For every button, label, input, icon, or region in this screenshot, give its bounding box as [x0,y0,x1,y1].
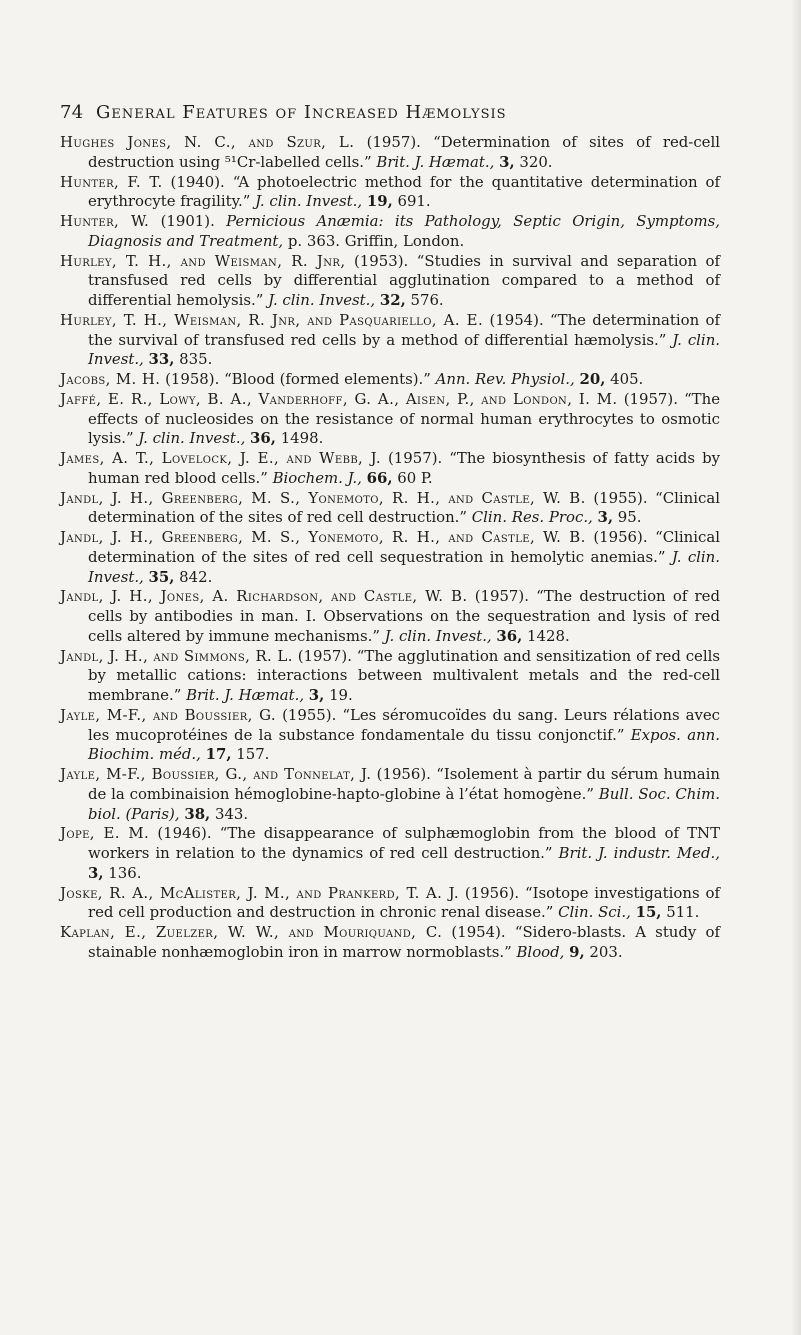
reference-title: “Determination of sites of red-cell destruction using ⁵¹Cr-labelled cells.” [88,133,720,171]
reference-volume: 38, [184,804,211,823]
reference-volume: 3, [308,686,325,704]
reference-volume: 20, [579,370,606,388]
reference-pages: 1428. [527,626,570,645]
running-title: General Features of Increased Hæmolysis [96,102,507,123]
reference-authors: Hunter, W. [60,212,150,230]
reference-title: “Les séromucoïdes du sang. Leurs rélations avec les mucoprotéines de la substance fondamentale du tissu conjonctif.” [88,705,721,744]
reference-title: “Studies in survival and separation of transfused red cells by differential agglutination compared to a method of differential hemolysis.” [88,251,721,309]
reference-source: Expos. ann. Biochim. méd., [88,725,720,764]
reference-title: “The agglutination and sensitization of red cells by metallic cations: interactions between multivalent metals and the red-cell membrane.” [88,646,721,704]
reference-source: J. clin. Invest., [138,429,246,448]
reference-title: “Isotope investigations of red cell production and destruction in chronic renal disease.” [88,883,721,922]
reference-source: Biochem. J., [272,468,362,487]
reference-title: “The disappearance of sulphæmoglobin from the blood of TNT workers in relation to the dynamics of red cell destruction.” [88,824,721,862]
reference-authors: Hughes Jones, N. C., and Szur, L. [60,133,355,151]
reference-authors: Jandl, J. H., and Simmons, R. L. [60,646,293,665]
reference-authors: Jacobs, M. H. [60,370,161,388]
reference-pages: 691. [397,192,431,211]
reference-entry [60,311,720,370]
reference-pages: 19. [329,686,353,704]
running-header [60,102,750,123]
reference-authors: Kaplan, E., Zuelzer, W. W., and Mouriquand, C. [60,923,443,941]
reference-pages: p. 363. Griffin, London. [287,231,465,250]
reference-pages: 835. [179,350,213,369]
reference-pages: 320. [519,152,553,171]
reference-entry [60,884,720,924]
reference-volume: 19, [366,192,393,211]
reference-volume: 3, [88,863,104,882]
reference-entry [60,133,720,173]
reference-authors: Jandl, J. H., Greenberg, M. S., Yonemoto, R. H., and Castle, W. B. [60,488,586,507]
reference-entry [60,390,720,449]
reference-year: (1957). [366,133,421,151]
reference-source: Ann. Rev. Physiol., [435,370,575,388]
reference-pages: 136. [108,863,142,882]
reference-year: (1957). [474,587,529,606]
reference-year: (1946). [157,824,212,843]
reference-year: (1955). [593,488,648,507]
reference-source: Brit. J. Hæmat., [376,152,495,171]
reference-volume: 9, [569,942,585,961]
reference-title: “Clinical determination of the sites of red cell destruction.” [88,488,721,527]
page-number: 74 [60,102,84,123]
reference-list [60,133,720,963]
reference-title: “Blood (formed elements).” [224,370,431,388]
reference-source: J. clin. Invest., [88,330,721,369]
reference-authors: Hurley, T. H., and Weisman, R. Jnr, [60,251,346,270]
reference-year: (1956). [464,883,520,902]
reference-title: “A photoelectric method for the quantitative determination of erythrocyte fragility.” [88,172,720,211]
reference-source: J. clin. Invest., [255,192,363,211]
reference-title: “The determination of the survival of transfused red cells by a method of differential hæmolysis.” [88,310,721,349]
reference-entry [60,370,720,390]
reference-pages: 203. [589,942,623,961]
reference-pages: 95. [617,508,642,527]
reference-source: Clin. Res. Proc., [471,508,593,527]
reference-entry [60,528,720,587]
reference-source: Bull. Soc. Chim. biol. (Paris), [88,784,720,823]
reference-source: Brit. J. industr. Med., [558,844,720,862]
reference-pages: 1498. [280,429,324,448]
reference-source: J. clin. Invest., [268,291,376,309]
reference-year: (1953). [354,251,409,270]
reference-source: Pernicious Anæmia: its Pathology, Septic Origin, Symptoms, Diagnosis and Treatment, [88,212,720,250]
reference-volume: 35, [148,567,175,586]
reference-authors: Joske, R. A., McAlister, J. M., and Prankerd, T. A. J. [60,883,459,902]
reference-authors: Jayle, M-F., Boussier, G., and Tonnelat, J. [60,765,372,783]
reference-volume: 3, [597,508,614,527]
reference-authors: Jope, E. M. [60,824,150,843]
reference-authors: Hurley, T. H., Weisman, R. Jnr, and Pasquariello, A. E. [60,310,484,329]
reference-entry [60,449,720,489]
reference-volume: 32, [379,291,406,309]
reference-entry [60,706,720,765]
reference-volume: 36, [250,429,276,448]
reference-entry [60,252,720,311]
reference-entry [60,587,720,646]
reference-title: “The effects of nucleosides on the resistance of normal human erythrocytes to osmotic lysis.” [88,389,721,448]
reference-entry [60,824,720,883]
reference-authors: Jayle, M-F., and Boussier, G. [60,705,277,724]
reference-year: (1955). [282,705,337,724]
reference-source: J. clin. Invest., [88,547,721,586]
reference-pages: 842. [179,567,213,586]
reference-title: “Sidero-blasts. A study of stainable nonhæmoglobin iron in marrow normoblasts.” [88,923,721,961]
reference-source: Brit. J. Hæmat., [186,686,305,704]
reference-year: (1956). [593,528,648,546]
reference-entry [60,212,720,252]
reference-volume: 66, [366,468,393,487]
reference-year: (1957). [297,646,352,665]
reference-entry [60,647,720,706]
reference-volume: 17, [205,745,232,764]
page-edge-shadow [791,0,801,1335]
reference-authors: Jandl, J. H., Greenberg, M. S., Yonemoto, R. H., and Castle, W. B. [60,528,586,546]
reference-authors: Hunter, F. T. [60,172,163,191]
reference-authors: James, A. T., Lovelock, J. E., and Webb, J. [60,449,381,467]
reference-pages: 157. [236,745,270,764]
reference-authors: Jaffé, E. R., Lowy, B. A., Vanderhoff, G. A., Aisen, P., and London, I. M. [60,389,618,408]
reference-volume: 15, [635,903,662,922]
reference-year: (1954). [451,923,506,941]
reference-entry [60,923,720,963]
reference-source: Clin. Sci., [558,903,631,922]
reference-title: “Clinical determination of the sites of red cell sequestration in hemolytic anemias.” [88,528,721,566]
reference-year: (1956). [376,765,431,783]
reference-pages: 576. [410,291,444,309]
reference-pages: 405. [610,370,644,388]
reference-year: (1957). [623,389,678,408]
reference-title: “The destruction of red cells by antibodies in man. I. Observations on the sequestration and lysis of red cells altered by immune mechanisms.” [88,587,721,645]
reference-entry [60,173,720,213]
reference-source: J. clin. Invest., [384,626,492,645]
reference-pages: 343. [214,804,249,823]
reference-volume: 33, [148,350,175,369]
reference-entry [60,765,720,824]
reference-year: (1940). [170,172,225,191]
reference-year: (1958). [165,370,220,388]
reference-volume: 36, [496,626,523,645]
reference-year: (1901). [160,212,215,230]
reference-entry [60,489,720,529]
reference-source: Blood, [516,942,565,961]
reference-title: “The biosynthesis of fatty acids by human red blood cells.” [88,449,721,487]
reference-year: (1954). [489,310,544,329]
reference-pages: 511. [666,903,700,922]
reference-year: (1957). [388,449,443,467]
reference-volume: 3, [499,152,515,171]
reference-title: “Isolement à partir du sérum humain de la combinaision hémoglobine-hapto-globine à l’état homogène.” [88,765,721,803]
reference-authors: Jandl, J. H., Jones, A. Richardson, and Castle, W. B. [60,587,468,606]
reference-pages: 60 P. [397,468,433,487]
